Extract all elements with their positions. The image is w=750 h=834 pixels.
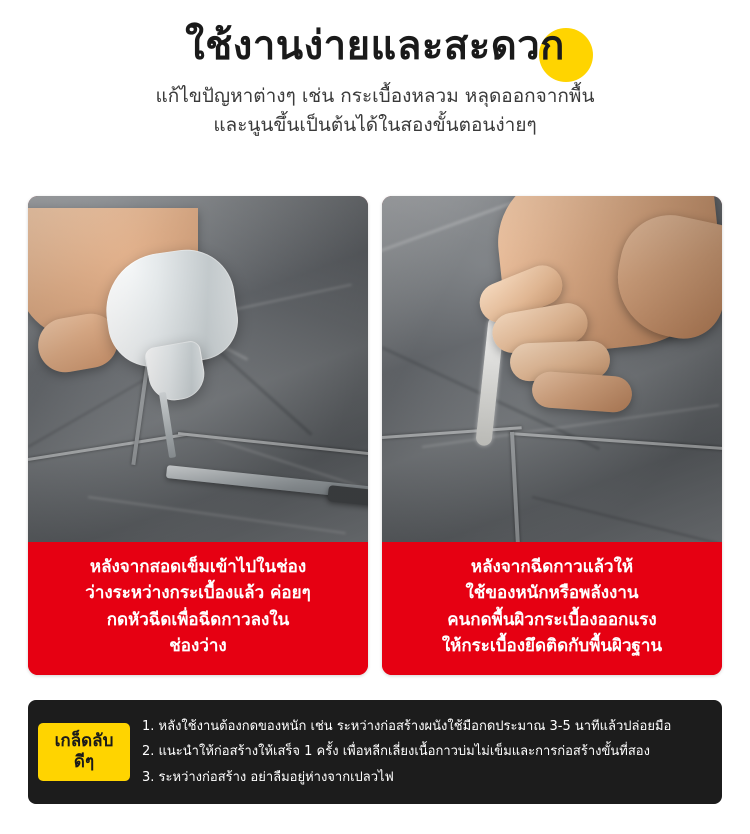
caption-line: ให้กระเบื้องยึดติดกับพื้นผิวฐาน bbox=[441, 636, 663, 657]
page-subtitle bbox=[0, 82, 750, 139]
caption-line: ว่างระหว่างกระเบื้องแล้ว ค่อยๆ bbox=[85, 583, 311, 604]
subtitle-line-2: และนูนขึ้นเป็นต้นได้ในสองขั้นตอนง่ายๆ bbox=[213, 113, 537, 136]
tips-badge-line-2: ดีๆ bbox=[73, 752, 95, 772]
list-item: 3. ระหว่างก่อสร้าง อย่าลืมอยู่ห่างจากเปลวไฟ bbox=[142, 769, 394, 785]
caption-step-1 bbox=[28, 542, 368, 675]
caption-step-2 bbox=[382, 542, 722, 675]
tips-list bbox=[130, 708, 722, 796]
caption-line: ช่องว่าง bbox=[169, 636, 227, 657]
caption-line: หลังจากสอดเข็มเข้าไปในช่อง bbox=[89, 557, 307, 577]
tips-badge bbox=[38, 723, 130, 782]
finger bbox=[531, 371, 633, 414]
caption-line: กดหัวฉีดเพื่อฉีดกาวลงใน bbox=[106, 609, 290, 630]
tips-box bbox=[28, 700, 722, 804]
panel-step-1 bbox=[28, 196, 368, 675]
caption-line: คนกดพื้นผิวกระเบื้องออกแรง bbox=[447, 609, 657, 630]
list-item: 1. หลังใช้งานต้องกดของหนัก เช่น ระหว่างก่อสร้างผนังใช้มือกดประมาณ 3-5 นาทีแล้วปล่อยมือ bbox=[142, 718, 672, 734]
page-title: ใช้งานง่ายและสะดวก bbox=[185, 23, 565, 69]
header bbox=[0, 0, 750, 139]
panel-step-2 bbox=[382, 196, 722, 675]
caption-line: ใช้ของหนักหรือพลังงาน bbox=[465, 583, 639, 604]
list-item: 2. แนะนำให้ก่อสร้างให้เสร็จ 1 ครั้ง เพื่อหลีกเลี่ยงเนื้อกาวบ่มไม่เข็มและการก่อสร้างขั้นที่สอง bbox=[142, 744, 650, 760]
tips-badge-line-1: เกล็ดลับ bbox=[54, 730, 114, 751]
photo-injecting-glue-into-tile-gap bbox=[28, 196, 368, 542]
title-wrap bbox=[177, 23, 573, 69]
subtitle-line-1: แก้ไขปัญหาต่างๆ เช่น กระเบื้องหลวม หลุดออกจากพื้น bbox=[155, 85, 595, 107]
panel-group bbox=[28, 196, 722, 675]
photo-pressing-tile-surface-by-hand bbox=[382, 196, 722, 542]
caption-line: หลังจากฉีดกาวแล้วให้ bbox=[470, 557, 634, 577]
